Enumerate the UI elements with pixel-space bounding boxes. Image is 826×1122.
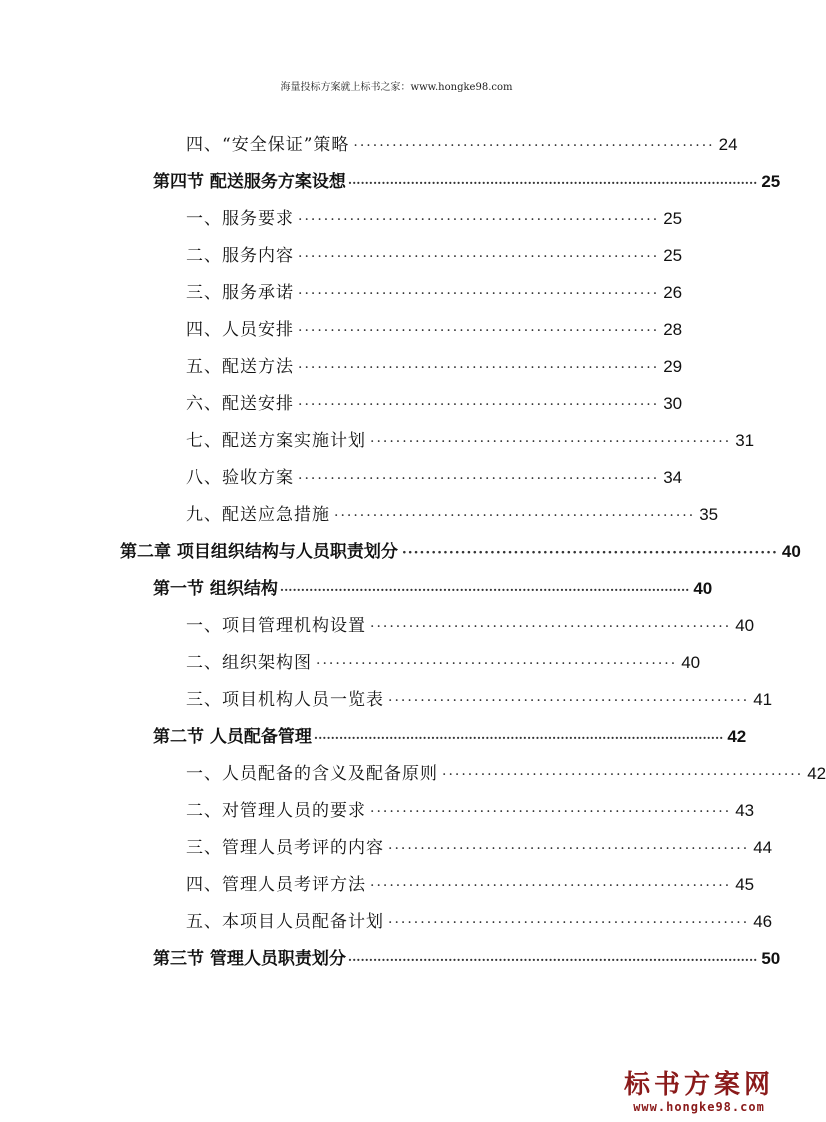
toc-entry-label: 二、服务内容 [186, 246, 294, 266]
toc-entry-section[interactable] [153, 568, 713, 600]
toc-leader-dots: ························································ [370, 878, 732, 894]
toc-entry[interactable] [186, 901, 773, 933]
toc-entry-page: 42 [807, 764, 826, 783]
toc-entry-page: 45 [735, 875, 755, 894]
toc-entry-label: 第三节 管理人员职责划分 [153, 949, 346, 969]
toc-entry-label: 九、配送应急措施 [186, 505, 330, 525]
toc-entry-label: 三、项目机构人员一览表 [186, 690, 384, 710]
toc-entry[interactable] [186, 679, 773, 711]
toc-entry[interactable] [186, 420, 755, 452]
toc-leader-dots: ························································ [298, 360, 660, 376]
toc-entry-page: 28 [663, 320, 683, 339]
toc-entry-page: 40 [781, 542, 801, 561]
toc-entry-chapter[interactable] [120, 531, 801, 563]
watermark-url: www.hongke98.com [633, 1100, 765, 1114]
toc-entry-label: 一、服务要求 [186, 209, 294, 229]
toc-entry-section[interactable] [153, 938, 781, 970]
toc-entry-page: 41 [753, 690, 773, 709]
watermark-title: 标书方案网 [623, 1070, 774, 1100]
toc-entry-page: 40 [693, 579, 713, 598]
toc-entry-page: 30 [663, 394, 683, 413]
toc-entry-page: 29 [663, 357, 683, 376]
toc-entry-page: 25 [663, 209, 683, 228]
toc-entry-page: 25 [663, 246, 683, 265]
toc-entry-label: 一、项目管理机构设置 [186, 616, 366, 636]
toc-entry[interactable] [186, 494, 719, 526]
toc-entry-page: 44 [753, 838, 773, 857]
toc-leader-dots: ·································································································· [347, 953, 758, 967]
toc-entry-section[interactable] [153, 161, 781, 193]
toc-entry-page: 40 [735, 616, 755, 635]
toc-entry-page: 26 [663, 283, 683, 302]
toc-entry-label: 四、“安全保证”策略 [186, 135, 350, 155]
toc-leader-dots: ························································ [370, 619, 732, 635]
toc-entry-section[interactable] [153, 716, 747, 748]
toc-entry[interactable] [186, 457, 683, 489]
toc-entry-label: 一、人员配备的含义及配备原则 [186, 764, 438, 784]
toc-entry[interactable] [186, 642, 701, 674]
toc-entry[interactable] [186, 753, 826, 785]
toc-leader-dots: ························································ [353, 138, 715, 154]
toc-entry[interactable] [186, 198, 683, 230]
toc-leader-dots: ························································ [370, 434, 732, 450]
toc-leader-dots: ························································ [298, 471, 660, 487]
toc-entry[interactable] [186, 864, 755, 896]
toc-entry-label: 二、对管理人员的要求 [186, 801, 366, 821]
toc-leader-dots: ························································ [370, 804, 732, 820]
toc-entry-label: 六、配送安排 [186, 394, 294, 414]
toc-entry-page: 42 [727, 727, 747, 746]
toc-entry-page: 35 [699, 505, 719, 524]
toc-entry-label: 五、本项目人员配备计划 [186, 912, 384, 932]
toc-entry-page: 34 [663, 468, 683, 487]
toc-leader-dots: ································································ [401, 545, 778, 561]
toc-leader-dots: ·································································································· [347, 176, 758, 190]
toc-entry[interactable] [186, 605, 755, 637]
toc-entry[interactable] [186, 235, 683, 267]
toc-entry-label: 五、配送方法 [186, 357, 294, 377]
toc-entry[interactable] [186, 309, 683, 341]
toc-entry[interactable] [186, 124, 738, 156]
toc-entry[interactable] [186, 827, 773, 859]
toc-leader-dots: ························································ [298, 286, 660, 302]
toc-entry-label: 四、人员安排 [186, 320, 294, 340]
toc-entry-page: 50 [761, 949, 781, 968]
toc-entry-label: 第二章 项目组织结构与人员职责划分 [120, 542, 398, 562]
toc-entry-label: 第二节 人员配备管理 [153, 727, 312, 747]
toc-leader-dots: ························································ [316, 656, 678, 672]
toc-entry-label: 三、管理人员考评的内容 [186, 838, 384, 858]
toc-entry-label: 第一节 组织结构 [153, 579, 278, 599]
toc-entry-label: 七、配送方案实施计划 [186, 431, 366, 451]
toc-entry-label: 四、管理人员考评方法 [186, 875, 366, 895]
toc-entry[interactable] [186, 272, 683, 304]
toc-leader-dots: ························································ [442, 767, 804, 783]
page-header: 海量投标方案就上标书之家：www.hongke98.com [280, 82, 513, 93]
toc-leader-dots: ·································································································· [279, 583, 690, 597]
toc-entry-page: 46 [753, 912, 773, 931]
toc-leader-dots: ·································································································· [313, 731, 724, 745]
toc-entry-page: 40 [681, 653, 701, 672]
toc-entry-page: 43 [735, 801, 755, 820]
toc-entry-page: 31 [735, 431, 755, 450]
toc-entry-label: 第四节 配送服务方案设想 [153, 172, 346, 192]
toc-entry-label: 八、验收方案 [186, 468, 294, 488]
toc-leader-dots: ························································ [388, 841, 750, 857]
toc-leader-dots: ························································ [298, 323, 660, 339]
toc-leader-dots: ························································ [388, 915, 750, 931]
watermark-logo [619, 1070, 779, 1114]
toc-leader-dots: ························································ [298, 249, 660, 265]
toc-entry[interactable] [186, 383, 683, 415]
toc-leader-dots: ························································ [298, 212, 660, 228]
toc-entry-label: 二、组织架构图 [186, 653, 312, 673]
toc-entry[interactable] [186, 346, 683, 378]
toc-leader-dots: ························································ [298, 397, 660, 413]
toc-entry[interactable] [186, 790, 755, 822]
toc-leader-dots: ························································ [388, 693, 750, 709]
toc-entry-page: 25 [761, 172, 781, 191]
toc-entry-page: 24 [718, 135, 738, 154]
toc-entry-label: 三、服务承诺 [186, 283, 294, 303]
toc-leader-dots: ························································ [334, 508, 696, 524]
